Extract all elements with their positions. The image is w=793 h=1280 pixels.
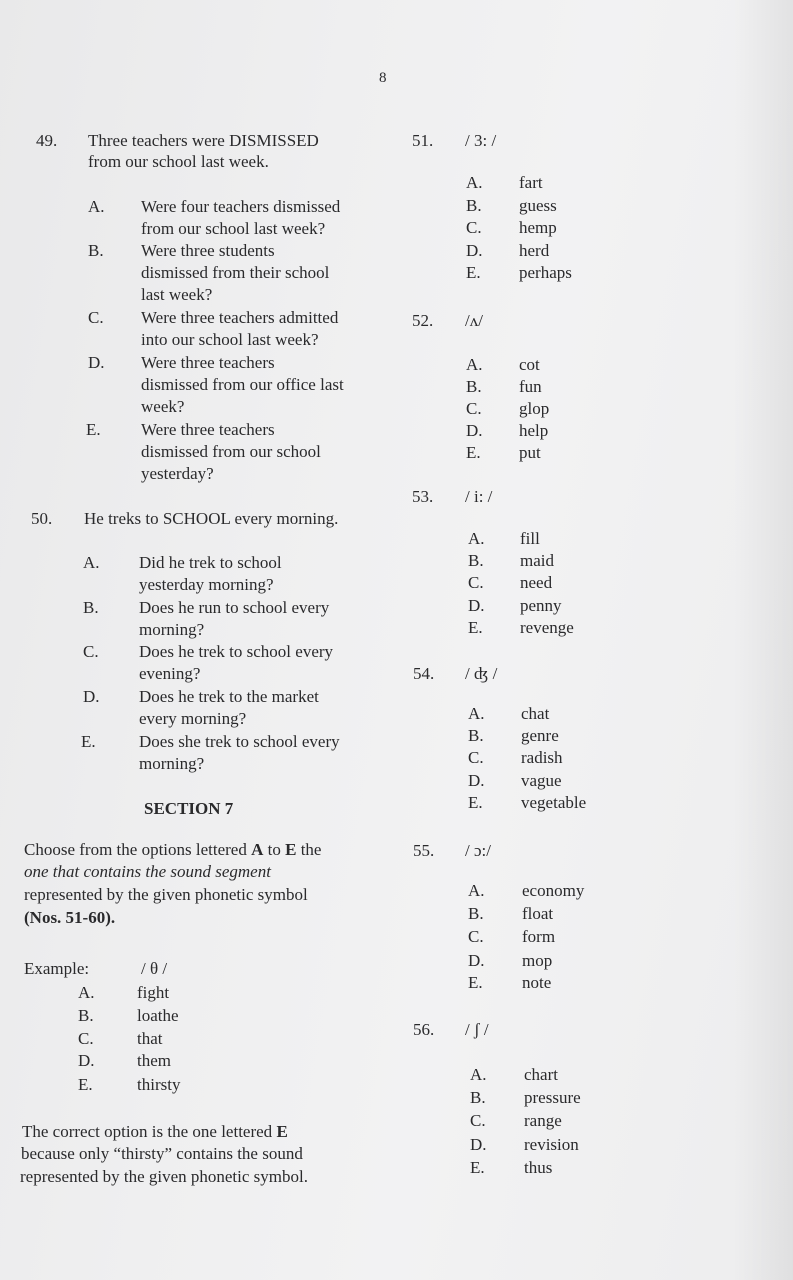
question-number: 51. (412, 131, 434, 150)
option-letter: B. (468, 726, 484, 745)
option-letter: E. (468, 793, 483, 812)
page-edge-shadow (733, 0, 793, 1280)
option-text: dismissed from our office last (141, 375, 344, 394)
option-word: revenge (520, 618, 574, 637)
option-word: pressure (524, 1088, 581, 1107)
option-letter: C. (466, 218, 482, 237)
explanation-line: because only “thirsty” contains the sound (21, 1144, 303, 1163)
option-letter: E. (470, 1158, 485, 1177)
question-number: 56. (413, 1020, 435, 1039)
section-heading: SECTION 7 (144, 799, 234, 818)
option-letter: D. (466, 421, 483, 440)
option-letter: B. (83, 598, 99, 617)
option-word: herd (519, 241, 550, 260)
question-stem-line: Three teachers were DISMISSED (88, 131, 319, 150)
option-text: dismissed from our school (141, 442, 321, 461)
option-letter: C. (468, 748, 484, 767)
option-text: Does he trek to the market (139, 687, 319, 706)
instruction-line: one that contains the sound segment (24, 862, 271, 881)
option-word: perhaps (519, 263, 572, 282)
option-letter: A. (466, 173, 483, 192)
option-letter: D. (468, 596, 485, 615)
option-text: Were four teachers dismissed (141, 197, 341, 216)
option-letter: B. (468, 551, 484, 570)
option-letter: C. (468, 573, 484, 592)
option-letter: B. (88, 241, 104, 260)
option-word: vague (521, 771, 562, 790)
phonetic-symbol: / i: / (465, 487, 493, 506)
explanation-line: represented by the given phonetic symbol. (20, 1167, 308, 1186)
option-text: into our school last week? (141, 330, 319, 349)
phonetic-symbol: / ʤ / (465, 664, 498, 683)
option-text: Did he trek to school (139, 553, 282, 572)
option-text: yesterday? (141, 464, 214, 483)
option-word: range (524, 1111, 562, 1130)
option-letter: A. (83, 553, 100, 572)
option-letter: D. (468, 951, 485, 970)
option-letter: B. (470, 1088, 486, 1107)
option-word: glop (519, 399, 550, 418)
option-word: maid (520, 551, 554, 570)
option-text: Does he trek to school every (139, 642, 334, 661)
option-text: Were three teachers (141, 420, 275, 439)
option-word: hemp (519, 218, 557, 237)
option-letter: C. (466, 399, 482, 418)
option-word: loathe (137, 1006, 179, 1025)
option-word: penny (520, 596, 562, 615)
option-text: from our school last week? (141, 219, 326, 238)
option-word: need (520, 573, 553, 592)
option-word: that (137, 1029, 163, 1048)
phonetic-symbol: /ʌ/ (465, 311, 483, 330)
option-letter: A. (470, 1065, 487, 1084)
option-letter: A. (466, 355, 483, 374)
option-letter: E. (468, 618, 483, 637)
option-text: morning? (139, 754, 205, 773)
option-letter: C. (470, 1111, 486, 1130)
option-word: guess (519, 196, 557, 215)
option-word: chart (524, 1065, 558, 1084)
option-word: economy (522, 881, 585, 900)
phonetic-symbol: / ɔ:/ (465, 841, 491, 860)
option-letter: E. (81, 732, 96, 751)
option-letter: D. (470, 1135, 487, 1154)
option-letter: B. (468, 904, 484, 923)
example-symbol: / θ / (141, 959, 168, 978)
option-letter: B. (78, 1006, 94, 1025)
option-text: Does she trek to school every (139, 732, 340, 751)
option-letter: A. (468, 529, 485, 548)
option-letter: A. (78, 983, 95, 1002)
option-letter: D. (78, 1051, 95, 1070)
option-letter: A. (88, 197, 105, 216)
option-word: revision (524, 1135, 579, 1154)
instruction-line: represented by the given phonetic symbol (24, 885, 308, 904)
option-letter: C. (83, 642, 99, 661)
question-number: 55. (413, 841, 435, 860)
option-word: radish (521, 748, 563, 767)
instruction-line: Choose from the options lettered A to E the (24, 840, 322, 859)
option-text: Were three teachers (141, 353, 275, 372)
option-text: Were three teachers admitted (141, 308, 339, 327)
option-word: put (519, 443, 541, 462)
option-letter: A. (468, 881, 485, 900)
option-word: help (519, 421, 549, 440)
option-letter: C. (468, 927, 484, 946)
option-word: mop (522, 951, 553, 970)
option-word: thus (524, 1158, 553, 1177)
page-number: 8 (379, 70, 387, 86)
option-letter: D. (83, 687, 100, 706)
option-letter: E. (86, 420, 101, 439)
question-number: 53. (412, 487, 434, 506)
option-word: fight (137, 983, 170, 1002)
option-letter: B. (466, 377, 482, 396)
option-letter: E. (466, 263, 481, 282)
option-text: every morning? (139, 709, 247, 728)
option-word: genre (521, 726, 559, 745)
option-text: dismissed from their school (141, 263, 330, 282)
option-letter: E. (468, 973, 483, 992)
question-stem-line: He treks to SCHOOL every morning. (84, 509, 339, 528)
option-word: cot (519, 355, 540, 374)
option-word: them (137, 1051, 171, 1070)
option-word: vegetable (521, 793, 587, 812)
option-word: form (522, 927, 556, 946)
option-word: note (522, 973, 552, 992)
option-word: thirsty (137, 1075, 181, 1094)
question-number: 54. (413, 664, 435, 683)
option-word: float (522, 904, 554, 923)
option-text: morning? (139, 620, 205, 639)
question-number: 52. (412, 311, 434, 330)
option-text: evening? (139, 664, 201, 683)
option-letter: D. (88, 353, 105, 372)
question-number: 50. (31, 509, 53, 528)
option-letter: D. (468, 771, 485, 790)
option-text: week? (141, 397, 185, 416)
option-word: fun (519, 377, 542, 396)
phonetic-symbol: / 3: / (465, 131, 497, 150)
option-letter: B. (466, 196, 482, 215)
explanation-line: The correct option is the one lettered E (22, 1122, 288, 1141)
option-text: yesterday morning? (139, 575, 274, 594)
option-word: fill (520, 529, 540, 548)
option-letter: A. (468, 704, 485, 723)
option-word: chat (521, 704, 550, 723)
option-text: Were three students (141, 241, 275, 260)
option-letter: D. (466, 241, 483, 260)
question-stem-line: from our school last week. (88, 152, 269, 171)
question-number: 49. (36, 131, 58, 150)
option-letter: E. (466, 443, 481, 462)
option-word: fart (519, 173, 543, 192)
option-letter: C. (78, 1029, 94, 1048)
phonetic-symbol: / ʃ / (465, 1020, 489, 1039)
option-text: Does he run to school every (139, 598, 330, 617)
option-letter: E. (78, 1075, 93, 1094)
instruction-line: (Nos. 51-60). (24, 908, 116, 927)
option-letter: C. (88, 308, 104, 327)
option-text: last week? (141, 285, 213, 304)
example-label: Example: (24, 959, 90, 978)
